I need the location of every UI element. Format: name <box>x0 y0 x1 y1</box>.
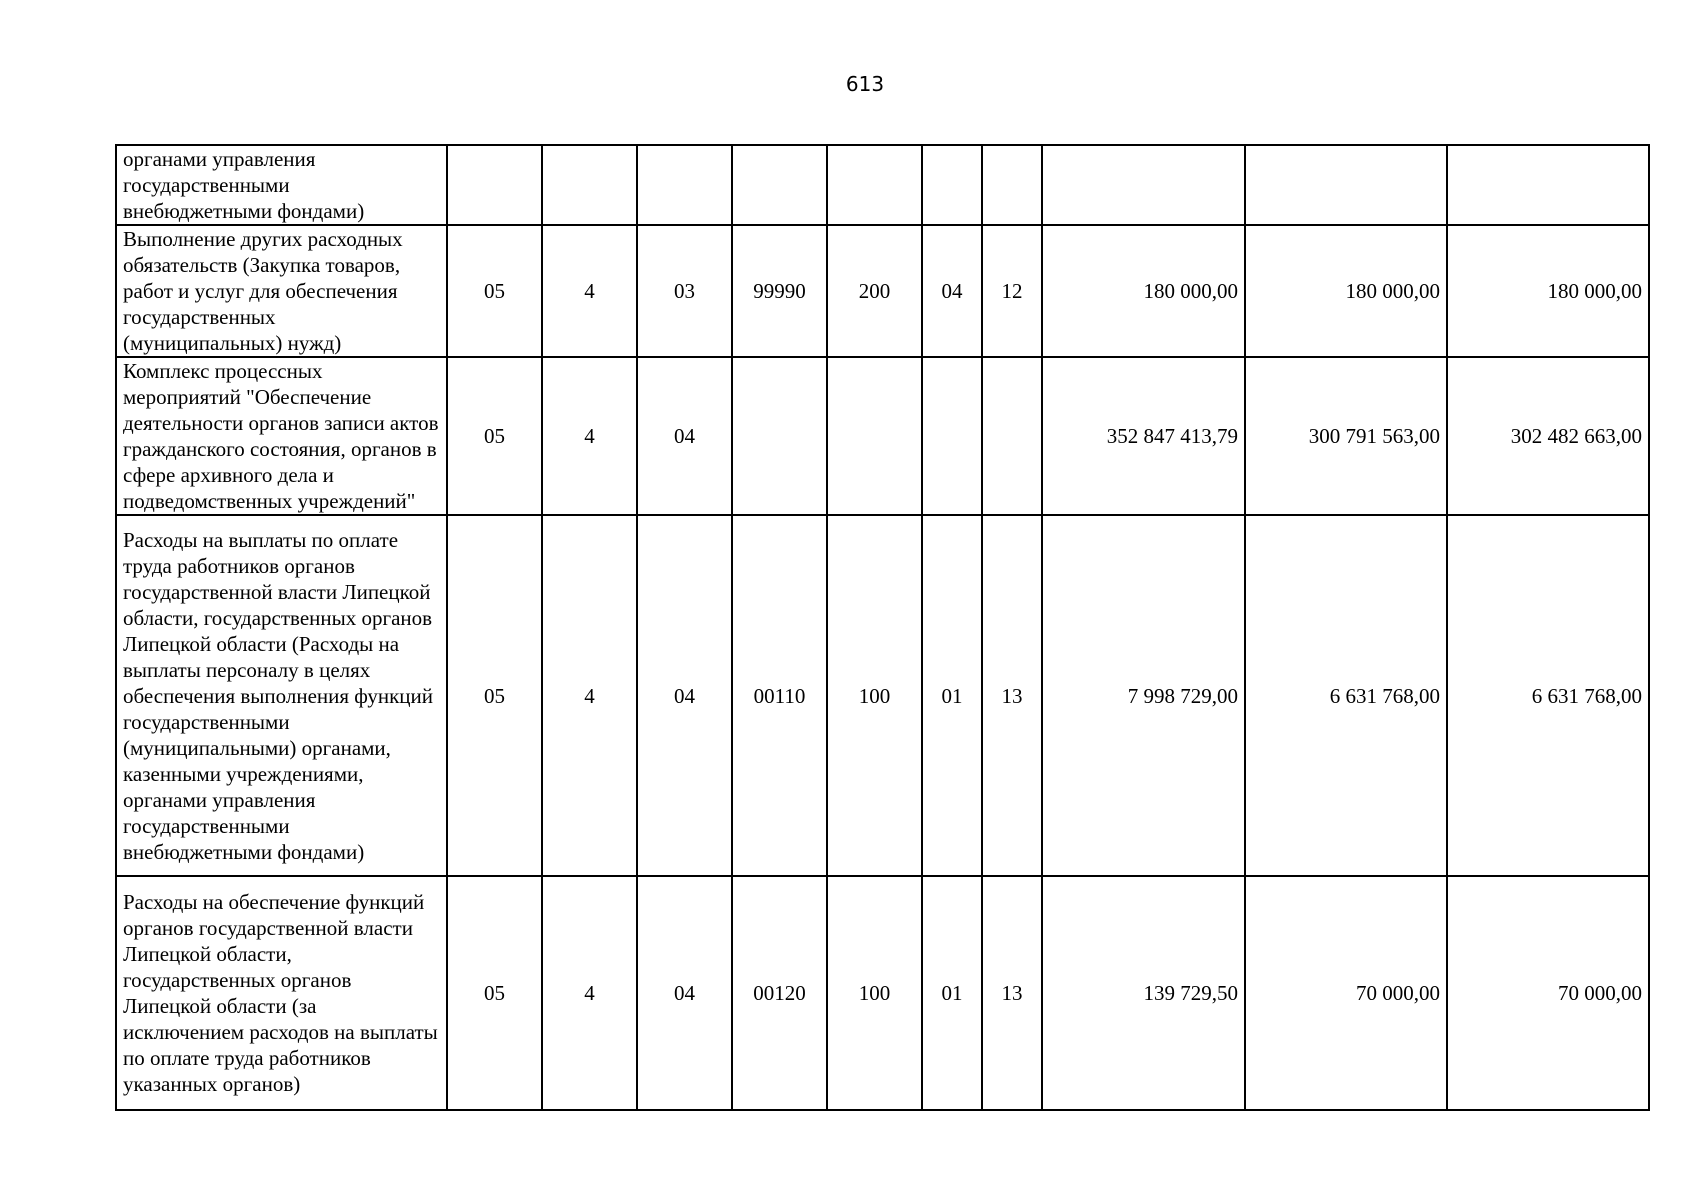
section-cell <box>922 357 982 515</box>
table-row <box>116 145 1649 225</box>
amount-year-3-cell: 180 000,00 <box>1447 225 1649 357</box>
program-code-cell <box>447 145 542 225</box>
subsection-cell <box>982 357 1042 515</box>
activity-code-cell: 03 <box>637 225 732 357</box>
program-code-cell: 05 <box>447 357 542 515</box>
activity-code-cell <box>637 145 732 225</box>
section-cell: 01 <box>922 515 982 876</box>
direction-code-cell: 00110 <box>732 515 827 876</box>
direction-code-cell <box>732 145 827 225</box>
subsection-cell <box>982 145 1042 225</box>
amount-year-3-cell <box>1447 145 1649 225</box>
subprogram-code-cell: 4 <box>542 357 637 515</box>
amount-year-3-cell: 70 000,00 <box>1447 876 1649 1110</box>
subprogram-code-cell: 4 <box>542 515 637 876</box>
amount-year-1-cell: 139 729,50 <box>1042 876 1245 1110</box>
expense-type-cell <box>827 357 922 515</box>
amount-year-2-cell: 180 000,00 <box>1245 225 1447 357</box>
subprogram-code-cell <box>542 145 637 225</box>
table-row <box>116 357 1649 515</box>
program-code-cell: 05 <box>447 876 542 1110</box>
subsection-cell: 13 <box>982 515 1042 876</box>
amount-year-1-cell: 7 998 729,00 <box>1042 515 1245 876</box>
row-name-cell: Комплекс процессных мероприятий "Обеспечение деятельности органов записи актов гражданского состояния, органов в сфере архивного дела и подведомственных учреждений" <box>116 357 447 515</box>
amount-year-2-cell <box>1245 145 1447 225</box>
section-cell: 01 <box>922 876 982 1110</box>
expense-type-cell: 200 <box>827 225 922 357</box>
subprogram-code-cell: 4 <box>542 876 637 1110</box>
activity-code-cell: 04 <box>637 357 732 515</box>
expense-type-cell: 100 <box>827 515 922 876</box>
budget-table <box>115 144 1650 1111</box>
amount-year-1-cell: 180 000,00 <box>1042 225 1245 357</box>
amount-year-3-cell: 6 631 768,00 <box>1447 515 1649 876</box>
amount-year-2-cell: 70 000,00 <box>1245 876 1447 1110</box>
amount-year-1-cell: 352 847 413,79 <box>1042 357 1245 515</box>
direction-code-cell: 99990 <box>732 225 827 357</box>
activity-code-cell: 04 <box>637 515 732 876</box>
section-cell: 04 <box>922 225 982 357</box>
row-name-cell: органами управления государственными внебюджетными фондами) <box>116 145 447 225</box>
program-code-cell: 05 <box>447 225 542 357</box>
direction-code-cell <box>732 357 827 515</box>
expense-type-cell <box>827 145 922 225</box>
amount-year-1-cell <box>1042 145 1245 225</box>
program-code-cell: 05 <box>447 515 542 876</box>
amount-year-3-cell: 302 482 663,00 <box>1447 357 1649 515</box>
table-row <box>116 225 1649 357</box>
row-name-cell: Выполнение других расходных обязательств (Закупка товаров, работ и услуг для обеспечения государственных (муниципальных) нужд) <box>116 225 447 357</box>
section-cell <box>922 145 982 225</box>
expense-type-cell: 100 <box>827 876 922 1110</box>
subprogram-code-cell: 4 <box>542 225 637 357</box>
direction-code-cell: 00120 <box>732 876 827 1110</box>
table-row <box>116 515 1649 876</box>
activity-code-cell: 04 <box>637 876 732 1110</box>
row-name-cell: Расходы на обеспечение функций органов государственной власти Липецкой области, государственных органов Липецкой области (за исключением расходов на выплаты по оплате труда работников указанных органов) <box>116 876 447 1110</box>
table-row <box>116 876 1649 1110</box>
row-name-cell: Расходы на выплаты по оплате труда работников органов государственной власти Липецкой области, государственных органов Липецкой области (Расходы на выплаты персоналу в целях обеспечения выполнения функций государственными (муниципальными) органами, казенными учреждениями, органами управления государственными внебюджетными фондами) <box>116 515 447 876</box>
amount-year-2-cell: 6 631 768,00 <box>1245 515 1447 876</box>
amount-year-2-cell: 300 791 563,00 <box>1245 357 1447 515</box>
subsection-cell: 13 <box>982 876 1042 1110</box>
page-number: 613 <box>845 72 885 96</box>
subsection-cell: 12 <box>982 225 1042 357</box>
